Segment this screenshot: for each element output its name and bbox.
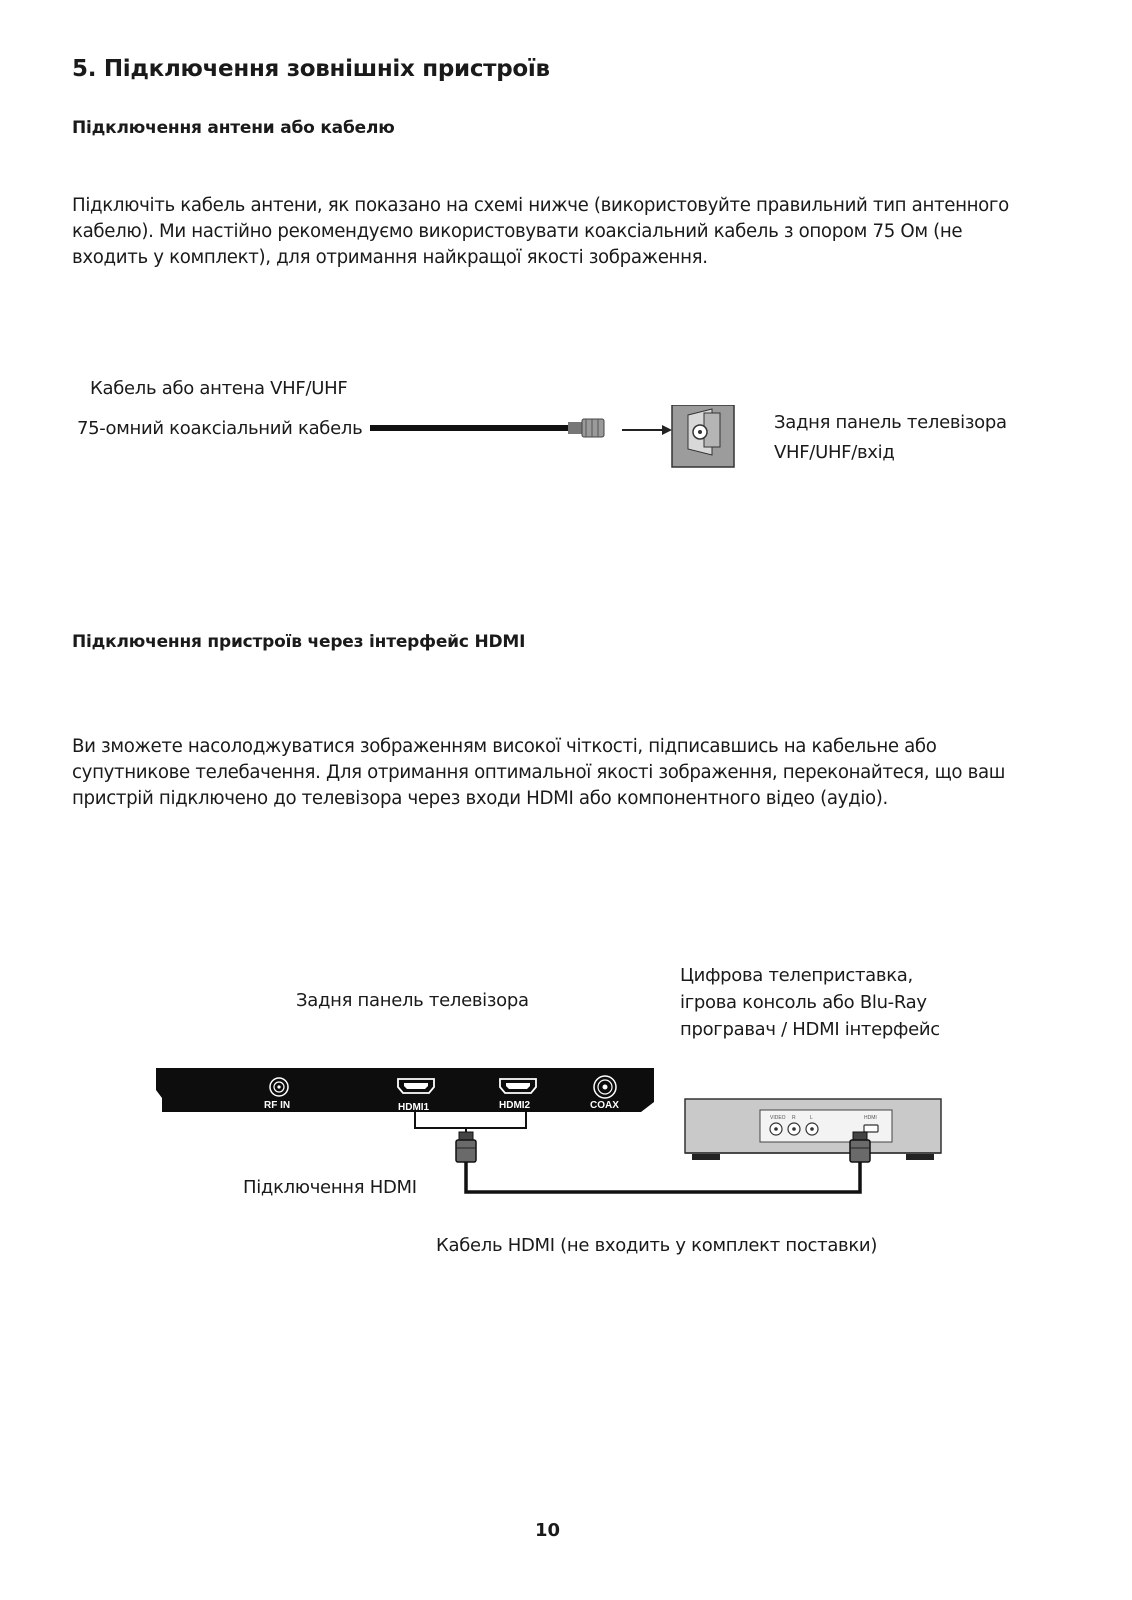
port-label-hdmi2: HDMI2 [499,1100,531,1111]
device-label-line: Цифрова телеприставка, [680,965,913,986]
antenna-source-label: Кабель або антена VHF/UHF [90,378,348,399]
hdmi-cable [466,1162,860,1192]
device-label-line: ігрова консоль або Blu-Ray [680,992,927,1013]
page-title: 5. Підключення зовнішніх пристроїв [72,56,550,82]
rf-in-port-icon [268,1076,290,1098]
hdmi-paragraph [72,734,1072,812]
antenna-paragraph-line: кабелю). Ми настійно рекомендуємо використовувати коаксіальний кабель з опором 75 Ом (не [72,221,963,242]
hdmi-paragraph-line: супутникове телебачення. Для отримання оптимальної якості зображення, переконайтеся, що ваш [72,762,1006,783]
tv-input-label: VHF/UHF/вхід [774,442,895,463]
page-number: 10 [535,1520,561,1541]
antenna-diagram [370,405,770,475]
device-port-label-l: L [810,1115,813,1121]
arrow-icon [622,425,672,435]
port-label-hdmi1: HDMI1 [398,1102,430,1113]
hdmi-plug-right-icon [850,1132,870,1162]
device-label-line: програвач / HDMI інтерфейс [680,1019,940,1040]
hdmi2-port-icon [498,1077,538,1095]
antenna-paragraph [72,193,1072,271]
hdmi-plug-left-icon [456,1132,476,1162]
hdmi-cable-diagram [410,1112,880,1212]
antenna-paragraph-line: Підключіть кабель антени, як показано на схемі нижче (використовуйте правильний тип антенного [72,195,1009,216]
hdmi-port-bracket [415,1112,526,1128]
tv-back-panel [156,1068,654,1118]
hdmi-heading: Підключення пристроїв через інтерфейс HDMI [72,632,526,652]
hdmi-connection-label: Підключення HDMI [243,1177,417,1198]
hdmi-tv-back-label: Задня панель телевізора [296,990,529,1011]
port-label-coax: COAX [590,1100,619,1111]
coax-cable-label: 75-омний коаксіальний кабель [77,418,363,439]
antenna-heading: Підключення антени або кабелю [72,118,395,138]
coax-connector [568,419,604,437]
hdmi-paragraph-line: пристрій підключено до телевізора через входи HDMI або компонентного відео (аудіо). [72,788,888,809]
device-label [680,962,940,1043]
antenna-paragraph-line: входить у комплект), для отримання найкращої якості зображення. [72,247,708,268]
coax-cable [370,425,570,431]
device-port-label-video: VIDEO [770,1115,786,1121]
hdmi-paragraph-line: Ви зможете насолоджуватися зображенням високої чіткості, підписавшись на кабельне або [72,736,937,757]
hdmi-cable-label: Кабель HDMI (не входить у комплект поставки) [436,1235,878,1256]
tv-back-label: Задня панель телевізора [774,412,1007,433]
hdmi1-port-icon [396,1077,436,1095]
device-port-label-r: R [792,1115,796,1121]
port-label-rf-in: RF IN [264,1100,291,1111]
device-port-label-hdmi: HDMI [864,1115,877,1121]
coax-port-icon [592,1074,618,1100]
antenna-socket-icon [672,405,734,467]
